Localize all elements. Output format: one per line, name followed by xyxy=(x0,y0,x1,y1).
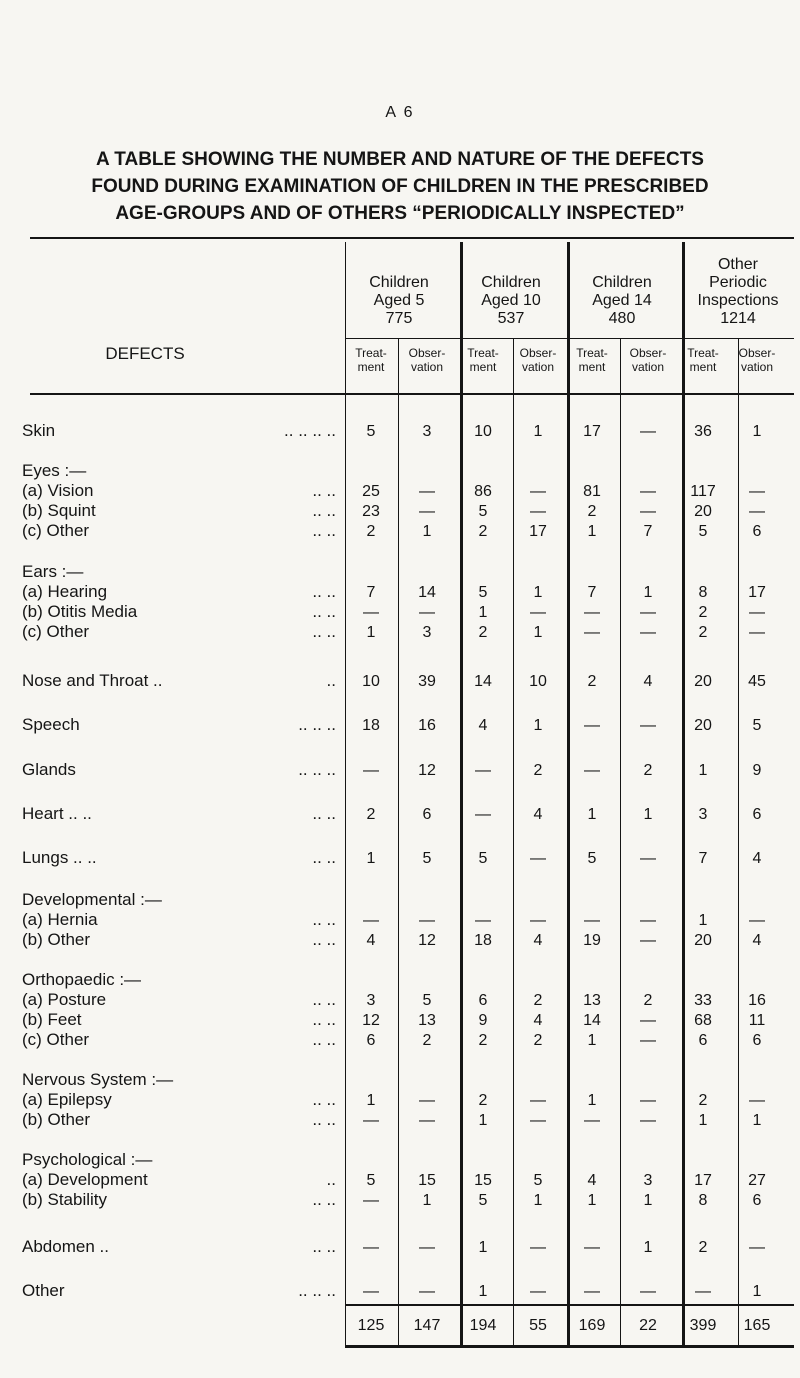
table-cell: 2 xyxy=(698,604,708,621)
section-heading: Nervous System :— xyxy=(22,1070,174,1089)
table-cell: 7 xyxy=(366,584,376,601)
table-cell: 1 xyxy=(478,1283,488,1300)
table-cell: — xyxy=(419,604,435,621)
group-header-line: Periodic xyxy=(709,274,767,291)
table-cell: 2 xyxy=(533,992,543,1009)
page-number: A 6 xyxy=(385,104,415,121)
table-cell: 1 xyxy=(422,1192,432,1209)
total-cell: 194 xyxy=(469,1317,497,1334)
table-cell: 3 xyxy=(422,423,432,440)
table-cell: — xyxy=(640,503,656,520)
table-cell: — xyxy=(584,1239,600,1256)
title-line: A TABLE SHOWING THE NUMBER AND NATURE OF THE DEFECTS xyxy=(96,149,704,170)
group-header-line: 1214 xyxy=(720,310,756,327)
table-cell: — xyxy=(530,483,546,500)
table-cell: 4 xyxy=(752,850,762,867)
table-cell: 3 xyxy=(366,992,376,1009)
table-cell: 1 xyxy=(478,1239,488,1256)
table-cell: 1 xyxy=(422,523,432,540)
table-cell: 1 xyxy=(478,604,488,621)
subheader-line: Obser- xyxy=(519,346,557,360)
table-cell: 7 xyxy=(698,850,708,867)
table-cell: 1 xyxy=(587,523,597,540)
total-cell: 169 xyxy=(578,1317,606,1334)
table-cell: — xyxy=(584,624,600,641)
table-cell: — xyxy=(584,1283,600,1300)
table-cell: 1 xyxy=(752,1283,762,1300)
row-label: Nose and Throat .. xyxy=(22,671,163,690)
table-cell: — xyxy=(363,1283,379,1300)
total-cell: 147 xyxy=(413,1317,441,1334)
table-cell: 10 xyxy=(474,423,492,440)
leader-dots: .. .. xyxy=(312,1030,336,1049)
table-cell: 5 xyxy=(587,850,597,867)
table-cell: 13 xyxy=(418,1012,436,1029)
row-label: Speech xyxy=(22,715,80,734)
table-cell: — xyxy=(530,604,546,621)
table-cell: 2 xyxy=(366,523,376,540)
table-cell: 18 xyxy=(474,932,492,949)
table-cell: 17 xyxy=(694,1172,712,1189)
group-header-line: 775 xyxy=(385,310,413,327)
table-cell: 5 xyxy=(478,584,488,601)
subheader-line: Treat- xyxy=(355,346,387,360)
table-cell: 2 xyxy=(698,624,708,641)
table-cell: 33 xyxy=(694,992,712,1009)
table-cell: — xyxy=(363,912,379,929)
table-cell: 1 xyxy=(698,1112,708,1129)
subheader-line: vation xyxy=(521,360,555,374)
table-cell: 3 xyxy=(422,624,432,641)
leader-dots: .. .. .. xyxy=(298,1281,336,1300)
row-label: (b) Otitis Media xyxy=(22,602,138,621)
table-cell: 1 xyxy=(533,717,543,734)
leader-dots: .. .. xyxy=(312,1010,336,1029)
table-cell: 86 xyxy=(474,483,492,500)
table-cell: 6 xyxy=(752,1192,762,1209)
section-heading: Orthopaedic :— xyxy=(22,970,142,989)
section-heading: Developmental :— xyxy=(22,890,162,909)
table-cell: — xyxy=(584,912,600,929)
table-cell: 5 xyxy=(422,850,432,867)
table-cell: 6 xyxy=(366,1032,376,1049)
table-cell: 4 xyxy=(533,806,543,823)
table-cell: 4 xyxy=(533,1012,543,1029)
table-cell: 17 xyxy=(583,423,601,440)
leader-dots: .. .. xyxy=(312,990,336,1009)
table-cell: 5 xyxy=(752,717,762,734)
table-cell: 1 xyxy=(587,1032,597,1049)
table-cell: — xyxy=(419,1092,435,1109)
page-title xyxy=(0,146,800,227)
row-label: Skin xyxy=(22,421,56,440)
total-cell: 165 xyxy=(743,1317,771,1334)
table-cell: — xyxy=(640,483,656,500)
table-cell: 5 xyxy=(366,423,376,440)
row-label: (b) Other xyxy=(22,1110,91,1129)
table-cell: 2 xyxy=(533,1032,543,1049)
leader-dots: .. .. xyxy=(312,1090,336,1109)
subheader-line: ment xyxy=(469,360,497,374)
table-cell: — xyxy=(640,850,656,867)
group-header-line: Inspections xyxy=(697,292,779,309)
table-cell: 4 xyxy=(587,1172,597,1189)
row-label: (a) Posture xyxy=(22,990,107,1009)
leader-dots: .. .. .. .. xyxy=(284,421,336,440)
table-cell: — xyxy=(419,1239,435,1256)
table-cell: 6 xyxy=(478,992,488,1009)
table-cell: 9 xyxy=(752,762,762,779)
subheader-line: Obser- xyxy=(738,346,776,360)
defects-header: DEFECTS xyxy=(105,344,185,363)
leader-dots: .. .. xyxy=(312,622,336,641)
table-cell: 2 xyxy=(478,1092,488,1109)
table-cell: 16 xyxy=(418,717,436,734)
table-cell: 14 xyxy=(418,584,436,601)
table-cell: 13 xyxy=(583,992,601,1009)
table-cell: 23 xyxy=(362,503,380,520)
table-cell: 9 xyxy=(478,1012,488,1029)
table-cell: — xyxy=(640,624,656,641)
table-cell: — xyxy=(749,1239,765,1256)
table-cell: — xyxy=(695,1283,711,1300)
table-cell: 5 xyxy=(533,1172,543,1189)
table-cell: 20 xyxy=(694,717,712,734)
leader-dots: .. .. xyxy=(312,602,336,621)
table-cell: 1 xyxy=(587,1192,597,1209)
table-cell: 81 xyxy=(583,483,601,500)
table-cell: — xyxy=(640,1092,656,1109)
table-cell: 1 xyxy=(643,1239,653,1256)
subheader-line: Treat- xyxy=(687,346,719,360)
table-cell: — xyxy=(640,717,656,734)
row-label: (b) Feet xyxy=(22,1010,82,1029)
table-cell: 6 xyxy=(752,523,762,540)
table-cell: — xyxy=(363,1239,379,1256)
leader-dots: .. .. xyxy=(312,582,336,601)
subheader-line: ment xyxy=(578,360,606,374)
table-cell: — xyxy=(363,1112,379,1129)
group-header-line: Children xyxy=(481,274,541,291)
subheader-line: Treat- xyxy=(576,346,608,360)
table-cell: — xyxy=(749,483,765,500)
table-cell: 2 xyxy=(366,806,376,823)
table-cell: 117 xyxy=(690,483,716,500)
table-cell: 1 xyxy=(366,850,376,867)
leader-dots: .. .. xyxy=(312,1110,336,1129)
leader-dots: .. .. .. xyxy=(298,715,336,734)
table-cell: 5 xyxy=(478,1192,488,1209)
table-cell: 19 xyxy=(583,932,601,949)
table-cell: 12 xyxy=(418,932,436,949)
row-label: (b) Squint xyxy=(22,501,96,520)
table-cell: 1 xyxy=(698,912,708,929)
leader-dots: .. .. xyxy=(312,501,336,520)
table-cell: 8 xyxy=(698,584,708,601)
table-cell: — xyxy=(749,503,765,520)
table-cell: 14 xyxy=(474,673,492,690)
table-cell: — xyxy=(584,1112,600,1129)
total-cell: 399 xyxy=(689,1317,717,1334)
table-cell: 1 xyxy=(533,624,543,641)
section-heading: Ears :— xyxy=(22,562,84,581)
table-cell: 1 xyxy=(698,762,708,779)
table-cell: — xyxy=(419,912,435,929)
table-cell: 15 xyxy=(474,1172,492,1189)
table-cell: 1 xyxy=(533,584,543,601)
table-cell: — xyxy=(363,1192,379,1209)
table-cell: 12 xyxy=(362,1012,380,1029)
table-cell: — xyxy=(584,762,600,779)
subheader-line: Obser- xyxy=(629,346,667,360)
title-line: FOUND DURING EXAMINATION OF CHILDREN IN THE PRESCRIBED xyxy=(91,176,709,197)
subheader-line: vation xyxy=(410,360,444,374)
total-cell: 22 xyxy=(639,1317,657,1334)
leader-dots: .. xyxy=(326,1170,336,1189)
table-cell: 1 xyxy=(752,1112,762,1129)
section-heading: Psychological :— xyxy=(22,1150,153,1169)
table-cell: — xyxy=(530,1283,546,1300)
table-cell: 6 xyxy=(698,1032,708,1049)
table-cell: — xyxy=(363,762,379,779)
table-cell: 5 xyxy=(422,992,432,1009)
group-header-line: Aged 10 xyxy=(481,292,541,309)
table-cell: — xyxy=(640,423,656,440)
row-label: (c) Other xyxy=(22,521,90,540)
table-cell: — xyxy=(530,1112,546,1129)
table-cell: — xyxy=(749,1092,765,1109)
table-cell: 17 xyxy=(748,584,766,601)
table-cell: 1 xyxy=(752,423,762,440)
leader-dots: .. .. xyxy=(312,910,336,929)
table-cell: — xyxy=(530,912,546,929)
subheader-line: ment xyxy=(689,360,717,374)
table-cell: 2 xyxy=(533,762,543,779)
group-header-line: Children xyxy=(592,274,652,291)
table-cell: — xyxy=(530,1239,546,1256)
table-cell: 1 xyxy=(643,806,653,823)
table-cell: 1 xyxy=(643,584,653,601)
table-cell: 4 xyxy=(533,932,543,949)
table-cell: — xyxy=(749,604,765,621)
table-cell: 25 xyxy=(362,483,380,500)
row-label: (a) Vision xyxy=(22,481,94,500)
table-cell: 2 xyxy=(643,762,653,779)
table-cell: 3 xyxy=(698,806,708,823)
table-cell: — xyxy=(640,912,656,929)
section-heading: Eyes :— xyxy=(22,461,87,480)
group-header-line: Other xyxy=(717,256,758,273)
table-cell: 15 xyxy=(418,1172,436,1189)
group-header-line: Children xyxy=(369,274,429,291)
table-cell: 10 xyxy=(529,673,547,690)
row-label: (a) Hearing xyxy=(22,582,108,601)
table-cell: 2 xyxy=(698,1239,708,1256)
group-header-line: Aged 5 xyxy=(373,292,425,309)
table-cell: 17 xyxy=(529,523,547,540)
table-cell: 14 xyxy=(583,1012,601,1029)
table-cell: 5 xyxy=(478,850,488,867)
table-cell: 1 xyxy=(366,624,376,641)
table-cell: 1 xyxy=(587,806,597,823)
subheader-line: Obser- xyxy=(408,346,446,360)
leader-dots: .. .. xyxy=(312,804,336,823)
table-cell: — xyxy=(475,912,491,929)
leader-dots: .. .. xyxy=(312,1190,336,1209)
table-cell: 4 xyxy=(478,717,488,734)
table-cell: 39 xyxy=(418,673,436,690)
table-cell: — xyxy=(640,604,656,621)
table-cell: — xyxy=(530,1092,546,1109)
table-cell: 68 xyxy=(694,1012,712,1029)
subheader-line: Treat- xyxy=(467,346,499,360)
group-header-rule xyxy=(345,338,460,339)
table-cell: — xyxy=(584,604,600,621)
row-label: Glands xyxy=(22,760,76,779)
table-cell: — xyxy=(419,1283,435,1300)
table-cell: 1 xyxy=(587,1092,597,1109)
table-cell: 16 xyxy=(748,992,766,1009)
title-line: AGE-GROUPS AND OF OTHERS “PERIODICALLY INSPECTED” xyxy=(115,203,685,224)
table-cell: 1 xyxy=(533,423,543,440)
table-cell: 2 xyxy=(478,624,488,641)
table-cell: 4 xyxy=(366,932,376,949)
total-cell: 55 xyxy=(529,1317,547,1334)
table-cell: 2 xyxy=(422,1032,432,1049)
table-cell: — xyxy=(640,1012,656,1029)
row-label: (a) Development xyxy=(22,1170,148,1189)
table-cell: 10 xyxy=(362,673,380,690)
table-cell: 20 xyxy=(694,503,712,520)
leader-dots: .. .. xyxy=(312,1237,336,1256)
table-cell: 1 xyxy=(533,1192,543,1209)
table-cell: — xyxy=(640,1283,656,1300)
table-cell: — xyxy=(749,624,765,641)
row-label: (a) Hernia xyxy=(22,910,98,929)
leader-dots: .. .. .. xyxy=(298,760,336,779)
table-cell: 1 xyxy=(366,1092,376,1109)
table-cell: 2 xyxy=(698,1092,708,1109)
subheader-line: ment xyxy=(357,360,385,374)
leader-dots: .. .. xyxy=(312,481,336,500)
table-cell: — xyxy=(363,604,379,621)
group-header-line: 480 xyxy=(608,310,636,327)
table-cell: 2 xyxy=(478,1032,488,1049)
table-top-rule xyxy=(30,237,794,239)
table-cell: 2 xyxy=(587,503,597,520)
table-cell: — xyxy=(749,912,765,929)
total-cell: 125 xyxy=(357,1317,385,1334)
leader-dots: .. xyxy=(326,671,336,690)
leader-dots: .. .. xyxy=(312,848,336,867)
table-cell: 18 xyxy=(362,717,380,734)
group-header-rule xyxy=(567,338,682,339)
table-cell: 36 xyxy=(694,423,712,440)
table-cell: 8 xyxy=(698,1192,708,1209)
table-cell: 5 xyxy=(698,523,708,540)
table-cell: 1 xyxy=(643,1192,653,1209)
header-bottom-rule xyxy=(30,393,794,395)
table-cell: 3 xyxy=(643,1172,653,1189)
table-cell: 2 xyxy=(587,673,597,690)
table-cell: — xyxy=(640,1032,656,1049)
table-cell: 45 xyxy=(748,673,766,690)
row-label: Other xyxy=(22,1281,65,1300)
table-cell: 6 xyxy=(752,1032,762,1049)
table-cell: 4 xyxy=(643,673,653,690)
row-label: Abdomen .. xyxy=(22,1237,109,1256)
row-label: Heart .. .. xyxy=(22,804,92,823)
row-label: (c) Other xyxy=(22,622,90,641)
row-label: (c) Other xyxy=(22,1030,90,1049)
table-cell: — xyxy=(530,503,546,520)
row-label: (a) Epilepsy xyxy=(22,1090,112,1109)
table-cell: — xyxy=(640,1112,656,1129)
table-cell: — xyxy=(419,503,435,520)
table-cell: 1 xyxy=(478,1112,488,1129)
table-cell: 5 xyxy=(366,1172,376,1189)
table-cell: — xyxy=(584,717,600,734)
table-cell: — xyxy=(475,762,491,779)
subheader-line: vation xyxy=(631,360,665,374)
table-cell: — xyxy=(419,483,435,500)
group-header-line: Aged 14 xyxy=(592,292,652,309)
subheader-line: vation xyxy=(740,360,774,374)
table-cell: — xyxy=(530,850,546,867)
table-cell: 2 xyxy=(478,523,488,540)
table-cell: 7 xyxy=(587,584,597,601)
table-cell: — xyxy=(419,1112,435,1129)
table-cell: 6 xyxy=(422,806,432,823)
table-cell: 20 xyxy=(694,673,712,690)
group-header-line: 537 xyxy=(497,310,525,327)
table-cell: 27 xyxy=(748,1172,766,1189)
table-cell: — xyxy=(640,932,656,949)
table-cell: 12 xyxy=(418,762,436,779)
table-cell: 5 xyxy=(478,503,488,520)
table-cell: 2 xyxy=(643,992,653,1009)
table-cell: 6 xyxy=(752,806,762,823)
row-label: (b) Stability xyxy=(22,1190,108,1209)
table-cell: 11 xyxy=(748,1012,766,1029)
row-label: Lungs .. .. xyxy=(22,848,97,867)
table-cell: 20 xyxy=(694,932,712,949)
leader-dots: .. .. xyxy=(312,930,336,949)
table-cell: 4 xyxy=(752,932,762,949)
row-label: (b) Other xyxy=(22,930,91,949)
leader-dots: .. .. xyxy=(312,521,336,540)
table-cell: — xyxy=(475,806,491,823)
table-cell: 7 xyxy=(643,523,653,540)
